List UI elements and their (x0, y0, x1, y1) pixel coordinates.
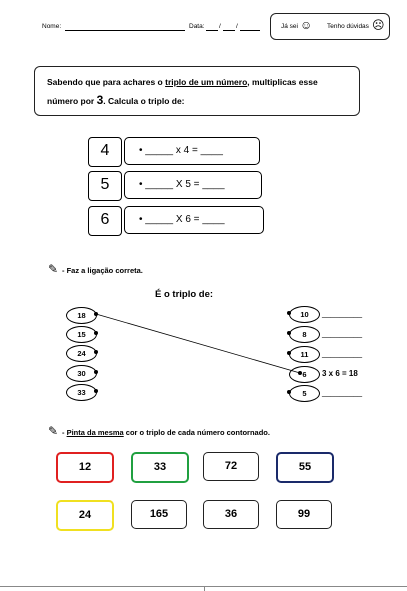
right-oval[interactable]: 5 (289, 385, 320, 402)
blank-field[interactable]: _____ (145, 179, 174, 190)
answer-field[interactable]: ____ (200, 145, 223, 156)
instruction-underlined: Pinta da mesma (66, 428, 124, 437)
answer-blank[interactable]: _________ (322, 309, 363, 318)
connector-dot[interactable] (94, 331, 98, 335)
connection-line-18-6 (96, 314, 300, 373)
tenho-duvidas-label: Tenho dúvidas (327, 23, 369, 30)
expression: X 6 = (175, 214, 200, 225)
color-box[interactable]: 72 (203, 452, 259, 481)
blank-field[interactable]: _____ (145, 145, 174, 156)
color-box[interactable]: 33 (131, 452, 189, 483)
instruction-text: cor o triplo de cada número contornado. (123, 428, 270, 437)
connector-dot[interactable] (94, 389, 98, 393)
instruction-big-number: 3 (96, 93, 104, 107)
happy-face-icon[interactable]: ☺ (300, 18, 313, 32)
color-box[interactable]: 55 (276, 452, 334, 483)
answer-field[interactable]: ____ (202, 214, 225, 225)
color-box[interactable]: 12 (56, 452, 114, 483)
answer-blank[interactable]: _________ (322, 388, 363, 397)
right-oval[interactable]: 8 (289, 326, 320, 343)
instruction-underlined: triplo de um número (165, 77, 248, 87)
color-box[interactable]: 165 (131, 500, 187, 529)
connector-dot[interactable] (94, 350, 98, 354)
number-box: 5 (88, 171, 122, 201)
answer-blank[interactable]: _________ (322, 349, 363, 358)
expression: X 5 = (175, 179, 200, 190)
color-box[interactable]: 36 (203, 500, 259, 529)
right-oval[interactable]: 6 (289, 366, 320, 383)
color-box[interactable]: 99 (276, 500, 332, 529)
pencil-icon: ✎ (48, 424, 59, 438)
exercise2-title: É o triplo de: (155, 289, 214, 300)
connector-dot[interactable] (287, 311, 291, 315)
instruction-text: número por (47, 96, 97, 106)
connector-dot[interactable] (94, 370, 98, 374)
page-fold-mark (204, 586, 205, 591)
exercise3-instruction (62, 428, 270, 437)
connector-dot[interactable] (94, 312, 98, 316)
expression: x 4 = (175, 145, 198, 156)
left-oval[interactable]: 18 (66, 307, 97, 324)
left-oval[interactable]: 30 (66, 365, 97, 382)
right-oval[interactable]: 11 (289, 346, 320, 363)
instruction-text: - (62, 428, 67, 437)
connector-dot[interactable] (287, 351, 291, 355)
left-oval[interactable]: 33 (66, 384, 97, 401)
exercise2-instruction: - Faz a ligação correta. (62, 266, 143, 275)
left-oval[interactable]: 24 (66, 345, 97, 362)
bullet: • (139, 179, 143, 190)
instruction-text: , multiplicas esse (247, 77, 318, 87)
connector-dot[interactable] (298, 371, 302, 375)
instruction-text: . Calcula o triplo de: (103, 96, 185, 106)
connector-dot[interactable] (287, 390, 291, 394)
blank-field[interactable]: _____ (145, 214, 174, 225)
number-box: 6 (88, 206, 122, 236)
unsure-face-icon[interactable]: ☹ (372, 18, 385, 32)
date-separator: / (236, 23, 238, 30)
bullet: • (139, 214, 143, 225)
pencil-icon: ✎ (48, 262, 59, 276)
ja-sei-label: Já sei (281, 23, 298, 30)
date-separator: / (219, 23, 221, 30)
instruction-text: Sabendo que para achares o (47, 77, 166, 87)
bullet: • (139, 145, 143, 156)
connector-dot[interactable] (287, 331, 291, 335)
right-oval[interactable]: 10 (289, 306, 320, 323)
data-label: Data: (189, 23, 205, 30)
answer-blank[interactable]: _________ (322, 329, 363, 338)
nome-label: Nome: (42, 23, 62, 30)
color-box[interactable]: 24 (56, 500, 114, 531)
left-oval[interactable]: 15 (66, 326, 97, 343)
number-box: 4 (88, 137, 122, 167)
example-answer: 3 x 6 = 18 (322, 369, 358, 378)
answer-field[interactable]: ____ (202, 179, 225, 190)
